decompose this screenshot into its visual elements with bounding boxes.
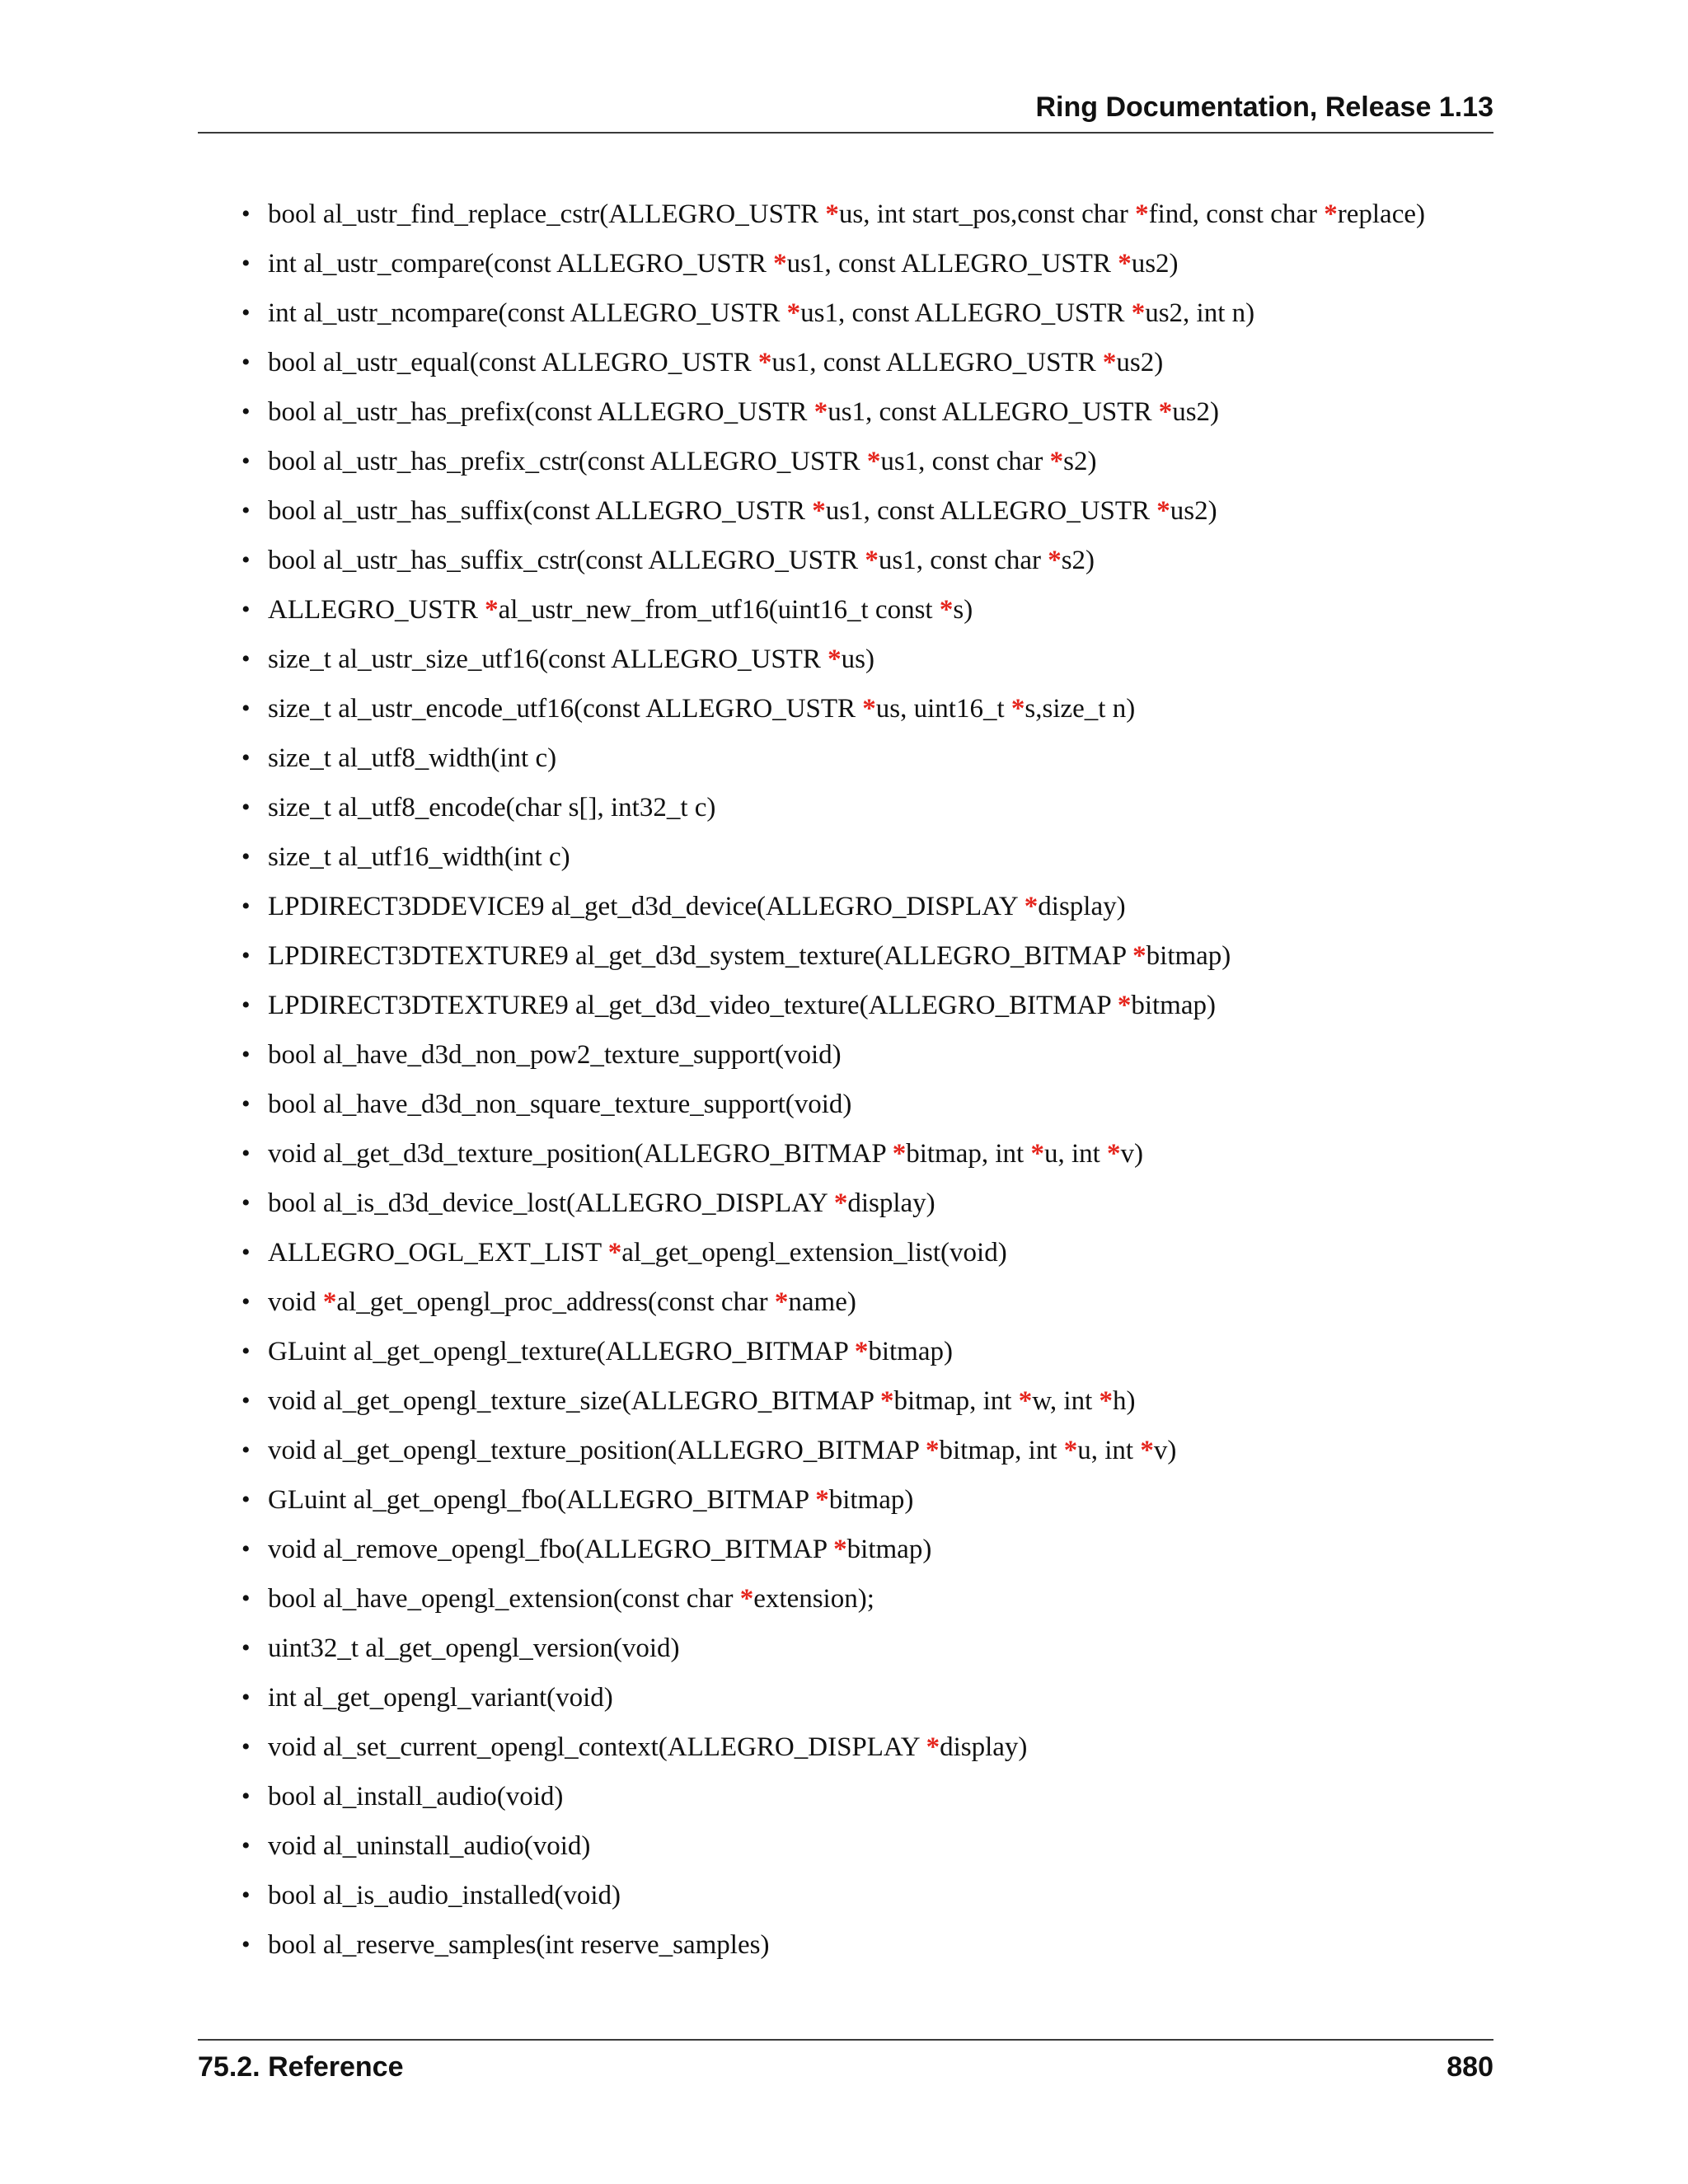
function-signature — [268, 635, 874, 684]
bullet-icon: • — [241, 1338, 251, 1365]
signature-text: us1, const ALLEGRO_USTR — [771, 348, 1103, 377]
signature-text: bool al_have_opengl_extension(const char — [268, 1584, 740, 1614]
pointer-star: * — [1102, 348, 1117, 377]
function-signature — [268, 1574, 874, 1624]
list-item — [198, 1871, 1493, 1920]
pointer-star: * — [1030, 1139, 1044, 1169]
pointer-star: * — [786, 298, 801, 328]
signature-text: void al_uninstall_audio(void) — [268, 1831, 591, 1861]
function-signature — [268, 1080, 851, 1129]
pointer-star: * — [739, 1584, 754, 1614]
signature-text: us2, int n) — [1145, 298, 1255, 328]
signature-text: replace) — [1337, 199, 1425, 229]
signature-text: bitmap) — [1131, 991, 1216, 1020]
list-item — [198, 1327, 1493, 1376]
function-signature — [268, 1722, 1027, 1772]
list-item — [198, 1624, 1493, 1673]
signature-text: bool al_is_d3d_device_lost(ALLEGRO_DISPLAY — [268, 1188, 834, 1218]
bullet-icon: • — [241, 250, 251, 277]
function-signature-list — [198, 190, 1493, 1970]
pointer-star: * — [485, 595, 499, 625]
signature-text: us2) — [1172, 397, 1220, 427]
function-signature — [268, 1624, 680, 1673]
page-header — [198, 89, 1493, 134]
signature-text: bitmap, int — [939, 1436, 1064, 1465]
pointer-star: * — [828, 644, 842, 674]
signature-text: us1, const ALLEGRO_USTR — [800, 298, 1132, 328]
bullet-icon: • — [241, 1436, 251, 1464]
signature-text: bitmap) — [1146, 941, 1231, 971]
function-signature — [268, 1228, 1007, 1277]
page-footer — [198, 2039, 1493, 2090]
list-item — [198, 1376, 1493, 1426]
bullet-icon: • — [241, 497, 251, 524]
function-signature — [268, 585, 973, 635]
signature-text: int al_get_opengl_variant(void) — [268, 1683, 613, 1713]
signature-text: u, int — [1077, 1436, 1141, 1465]
pointer-star: * — [1156, 496, 1170, 526]
bullet-icon: • — [241, 1535, 251, 1563]
signature-text: bitmap, int — [906, 1139, 1031, 1169]
pointer-star: * — [865, 546, 879, 575]
function-signature — [268, 190, 1425, 239]
signature-text: bool al_have_d3d_non_square_texture_support(void) — [268, 1090, 852, 1119]
signature-text: int al_ustr_ncompare(const ALLEGRO_USTR — [268, 298, 787, 328]
list-item — [198, 635, 1493, 684]
pointer-star: * — [1010, 694, 1025, 724]
pointer-star: * — [866, 447, 881, 476]
pointer-star: * — [1099, 1386, 1113, 1416]
list-item — [198, 486, 1493, 536]
list-item — [198, 387, 1493, 437]
pointer-star: * — [1135, 199, 1149, 229]
list-item — [198, 1920, 1493, 1970]
signature-text: display) — [847, 1188, 935, 1218]
signature-text: void al_get_d3d_texture_position(ALLEGRO_BITMAP — [268, 1139, 893, 1169]
signature-text: bool al_is_audio_installed(void) — [268, 1881, 621, 1910]
bullet-icon: • — [241, 1634, 251, 1661]
pointer-star: * — [1158, 397, 1173, 427]
list-item — [198, 931, 1493, 981]
bullet-icon: • — [241, 200, 251, 227]
list-item — [198, 1030, 1493, 1080]
bullet-icon: • — [241, 1140, 251, 1167]
bullet-icon: • — [241, 942, 251, 969]
bullet-icon: • — [241, 794, 251, 821]
list-item — [198, 1426, 1493, 1475]
list-item — [198, 1574, 1493, 1624]
function-signature — [268, 1327, 953, 1376]
list-item — [198, 733, 1493, 783]
bullet-icon: • — [241, 1090, 251, 1118]
signature-text: us1, const char — [878, 546, 1048, 575]
pointer-star: * — [1140, 1436, 1154, 1465]
signature-text: LPDIRECT3DTEXTURE9 al_get_d3d_video_texture(ALLEGRO_BITMAP — [268, 991, 1118, 1020]
list-item — [198, 1722, 1493, 1772]
function-signature — [268, 733, 556, 783]
signature-text: us, uint16_t — [875, 694, 1011, 724]
function-signature — [268, 981, 1216, 1030]
signature-text: bool al_reserve_samples(int reserve_samples) — [268, 1930, 770, 1960]
signature-text: LPDIRECT3DDEVICE9 al_get_d3d_device(ALLEGRO_DISPLAY — [268, 892, 1025, 921]
function-signature — [268, 931, 1231, 981]
bullet-icon: • — [241, 744, 251, 771]
signature-text: u, int — [1043, 1139, 1108, 1169]
pointer-star: * — [757, 348, 772, 377]
signature-text: s,size_t n) — [1025, 694, 1136, 724]
function-signature — [268, 882, 1126, 931]
signature-text: h) — [1113, 1386, 1136, 1416]
signature-text: v) — [1120, 1139, 1144, 1169]
signature-text: us2) — [1170, 496, 1217, 526]
signature-text: us1, const char — [880, 447, 1050, 476]
signature-text: us) — [841, 644, 875, 674]
function-signature — [268, 1475, 913, 1525]
list-item — [198, 1080, 1493, 1129]
page-number: 880 — [1447, 2051, 1493, 2083]
signature-text: find, const char — [1148, 199, 1325, 229]
function-signature — [268, 486, 1217, 536]
document-title: Ring Documentation, Release 1.13 — [1035, 91, 1493, 123]
function-signature — [268, 1129, 1143, 1179]
signature-text: void al_remove_opengl_fbo(ALLEGRO_BITMAP — [268, 1535, 834, 1564]
bullet-icon: • — [241, 596, 251, 623]
signature-text: bool al_ustr_find_replace_cstr(ALLEGRO_USTR — [268, 199, 826, 229]
function-signature — [268, 1277, 856, 1327]
bullet-icon: • — [241, 1733, 251, 1760]
pointer-star: * — [892, 1139, 907, 1169]
pointer-star: * — [833, 1188, 848, 1218]
signature-text: ALLEGRO_USTR — [268, 595, 485, 625]
signature-text: bitmap, int — [893, 1386, 1019, 1416]
list-item — [198, 1821, 1493, 1871]
bullet-icon: • — [241, 398, 251, 425]
function-signature — [268, 1871, 621, 1920]
signature-text: s2) — [1061, 546, 1095, 575]
signature-text: size_t al_utf16_width(int c) — [268, 842, 570, 872]
signature-text: bool al_ustr_equal(const ALLEGRO_USTR — [268, 348, 758, 377]
function-signature — [268, 1179, 935, 1228]
pointer-star: * — [1018, 1386, 1033, 1416]
function-signature — [268, 1673, 613, 1722]
pointer-star: * — [1049, 447, 1064, 476]
signature-text: GLuint al_get_opengl_texture(ALLEGRO_BITMAP — [268, 1337, 855, 1366]
function-signature — [268, 1821, 590, 1871]
bullet-icon: • — [241, 695, 251, 722]
bullet-icon: • — [241, 1486, 251, 1513]
signature-text: void al_get_opengl_texture_size(ALLEGRO_BITMAP — [268, 1386, 880, 1416]
pointer-star: * — [322, 1287, 337, 1317]
bullet-icon: • — [241, 1189, 251, 1216]
pointer-star: * — [814, 397, 828, 427]
signature-text: size_t al_ustr_encode_utf16(const ALLEGRO_USTR — [268, 694, 863, 724]
signature-text: size_t al_utf8_width(int c) — [268, 743, 557, 773]
bullet-icon: • — [241, 1239, 251, 1266]
signature-text: s2) — [1063, 447, 1097, 476]
function-signature — [268, 387, 1219, 437]
list-item — [198, 1129, 1493, 1179]
list-item — [198, 1673, 1493, 1722]
signature-text: bool al_ustr_has_suffix_cstr(const ALLEGRO_USTR — [268, 546, 865, 575]
function-signature — [268, 1772, 563, 1821]
bullet-icon: • — [241, 1387, 251, 1414]
pointer-star: * — [825, 199, 839, 229]
bullet-icon: • — [241, 645, 251, 673]
pointer-star: * — [815, 1485, 829, 1515]
bullet-icon: • — [241, 1585, 251, 1612]
function-signature — [268, 536, 1095, 585]
list-item — [198, 288, 1493, 338]
function-signature — [268, 239, 1179, 288]
pointer-star: * — [773, 249, 787, 279]
bullet-icon: • — [241, 1288, 251, 1315]
function-signature — [268, 684, 1135, 733]
bullet-icon: • — [241, 349, 251, 376]
list-item — [198, 1277, 1493, 1327]
list-item — [198, 684, 1493, 733]
list-item — [198, 1525, 1493, 1574]
signature-text: bool al_install_audio(void) — [268, 1782, 564, 1811]
signature-text: bool al_ustr_has_suffix(const ALLEGRO_USTR — [268, 496, 813, 526]
signature-text: bitmap) — [828, 1485, 914, 1515]
bullet-icon: • — [241, 1882, 251, 1909]
pointer-star: * — [1024, 892, 1039, 921]
signature-text: us2) — [1116, 348, 1164, 377]
signature-text: display) — [940, 1732, 1028, 1762]
bullet-icon: • — [241, 1931, 251, 1958]
signature-text: al_get_opengl_extension_list(void) — [621, 1238, 1007, 1268]
function-signature — [268, 1376, 1136, 1426]
list-item — [198, 338, 1493, 387]
bullet-icon: • — [241, 1832, 251, 1859]
bullet-icon: • — [241, 843, 251, 870]
signature-text: void al_set_current_opengl_context(ALLEGRO_DISPLAY — [268, 1732, 926, 1762]
list-item — [198, 783, 1493, 832]
signature-text: bitmap) — [846, 1535, 932, 1564]
function-signature — [268, 437, 1096, 486]
function-signature — [268, 783, 715, 832]
function-signature — [268, 832, 570, 882]
bullet-icon: • — [241, 1684, 251, 1711]
signature-text: bitmap) — [868, 1337, 953, 1366]
list-item — [198, 585, 1493, 635]
signature-text: ALLEGRO_OGL_EXT_LIST — [268, 1238, 608, 1268]
bullet-icon: • — [241, 448, 251, 475]
signature-text: v) — [1153, 1436, 1177, 1465]
pointer-star: * — [926, 1732, 940, 1762]
signature-text: name) — [788, 1287, 856, 1317]
signature-text: void — [268, 1287, 323, 1317]
list-item — [198, 981, 1493, 1030]
function-signature — [268, 1920, 769, 1970]
signature-text: bool al_ustr_has_prefix_cstr(const ALLEGRO_USTR — [268, 447, 867, 476]
pointer-star: * — [774, 1287, 789, 1317]
list-item — [198, 1179, 1493, 1228]
pointer-star: * — [854, 1337, 869, 1366]
function-signature — [268, 1426, 1176, 1475]
bullet-icon: • — [241, 546, 251, 574]
signature-text: al_ustr_new_from_utf16(uint16_t const — [498, 595, 940, 625]
signature-text: w, int — [1032, 1386, 1100, 1416]
list-item — [198, 1772, 1493, 1821]
signature-text: display) — [1038, 892, 1126, 921]
pointer-star: * — [939, 595, 954, 625]
function-signature — [268, 288, 1254, 338]
bullet-icon: • — [241, 299, 251, 326]
function-signature — [268, 338, 1163, 387]
list-item — [198, 190, 1493, 239]
bullet-icon: • — [241, 893, 251, 920]
signature-text: bool al_have_d3d_non_pow2_texture_support(void) — [268, 1040, 842, 1070]
pointer-star: * — [1131, 298, 1146, 328]
signature-text: size_t al_ustr_size_utf16(const ALLEGRO_USTR — [268, 644, 828, 674]
list-item — [198, 536, 1493, 585]
signature-text: s) — [953, 595, 973, 625]
list-item — [198, 832, 1493, 882]
signature-text: LPDIRECT3DTEXTURE9 al_get_d3d_system_texture(ALLEGRO_BITMAP — [268, 941, 1133, 971]
bullet-icon: • — [241, 1783, 251, 1810]
list-item — [198, 437, 1493, 486]
signature-text: bool al_ustr_has_prefix(const ALLEGRO_USTR — [268, 397, 814, 427]
function-signature — [268, 1030, 842, 1080]
pointer-star: * — [1118, 249, 1132, 279]
signature-text: us1, const ALLEGRO_USTR — [828, 397, 1159, 427]
pointer-star: * — [1324, 199, 1338, 229]
bullet-icon: • — [241, 991, 251, 1019]
list-item — [198, 1475, 1493, 1525]
pointer-star: * — [833, 1535, 847, 1564]
signature-text: us1, const ALLEGRO_USTR — [825, 496, 1157, 526]
pointer-star: * — [879, 1386, 894, 1416]
signature-text: GLuint al_get_opengl_fbo(ALLEGRO_BITMAP — [268, 1485, 816, 1515]
pointer-star: * — [1063, 1436, 1078, 1465]
signature-text: int al_ustr_compare(const ALLEGRO_USTR — [268, 249, 774, 279]
signature-text: al_get_opengl_proc_address(const char — [336, 1287, 775, 1317]
pointer-star: * — [1107, 1139, 1121, 1169]
pointer-star: * — [1132, 941, 1146, 971]
pointer-star: * — [607, 1238, 622, 1268]
list-item — [198, 239, 1493, 288]
signature-text: us2) — [1131, 249, 1179, 279]
pointer-star: * — [812, 496, 826, 526]
bullet-icon: • — [241, 1041, 251, 1068]
function-signature — [268, 1525, 931, 1574]
signature-text: void al_get_opengl_texture_position(ALLEGRO_BITMAP — [268, 1436, 926, 1465]
pointer-star: * — [862, 694, 876, 724]
signature-text: us1, const ALLEGRO_USTR — [786, 249, 1118, 279]
list-item — [198, 1228, 1493, 1277]
signature-text: size_t al_utf8_encode(char s[], int32_t c) — [268, 793, 716, 823]
pointer-star: * — [1048, 546, 1062, 575]
pointer-star: * — [1117, 991, 1132, 1020]
signature-text: uint32_t al_get_opengl_version(void) — [268, 1633, 680, 1663]
pointer-star: * — [926, 1436, 940, 1465]
list-item — [198, 882, 1493, 931]
section-label: 75.2. Reference — [198, 2051, 404, 2083]
signature-text: us, int start_pos,const char — [838, 199, 1136, 229]
signature-text: extension); — [753, 1584, 874, 1614]
